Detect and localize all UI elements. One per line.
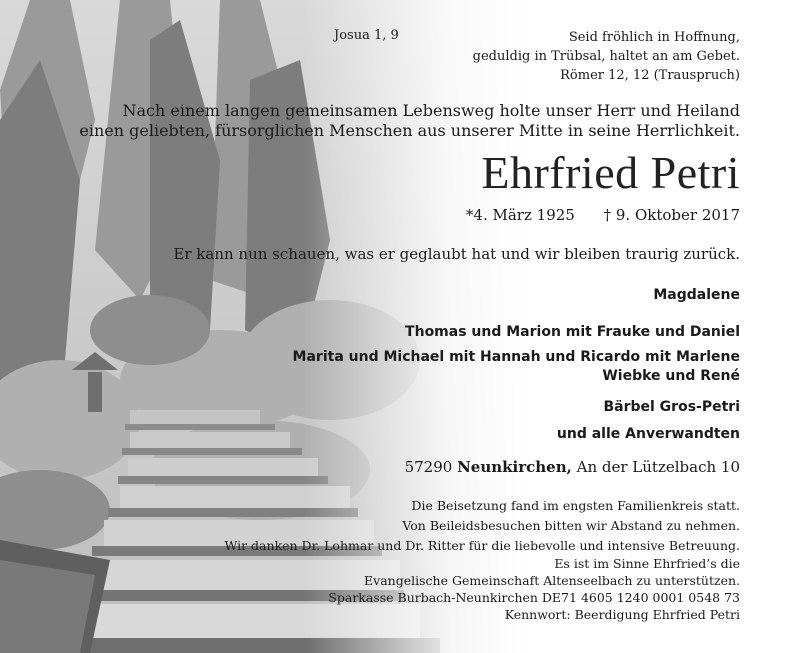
life-dates <box>466 206 740 224</box>
mourning-quote: Er kann nun schauen, was er geglaubt hat und wir bleiben traurig zurück. <box>173 245 740 263</box>
mourner-family: Bärbel Gros-Petri <box>603 399 740 415</box>
intro-text <box>79 101 740 141</box>
note-line: Wir danken Dr. Lohmar und Dr. Ritter für die liebevolle und intensive Betreuung. <box>224 538 740 553</box>
note-line: Die Beisetzung fand im engsten Familienkreis statt. <box>411 498 740 513</box>
address-city: Neunkirchen, <box>457 458 572 476</box>
intro-line: einen geliebten, fürsorglichen Menschen aus unserer Mitte in seine Herrlichkeit. <box>79 121 740 140</box>
donation-line: Es ist im Sinne Ehrfried’s die <box>554 556 740 571</box>
birth-date: *4. März 1925 <box>465 206 575 224</box>
donation-line: Kennwort: Beerdigung Ehrfried Petri <box>504 607 740 622</box>
address-zip: 57290 <box>404 458 453 476</box>
verse-line: geduldig in Trübsal, haltet an am Gebet. <box>472 49 740 64</box>
mourner-others: und alle Anverwandten <box>556 426 740 442</box>
family-address <box>405 458 740 476</box>
donation-line: Evangelische Gemeinschaft Altenseelbach zu unterstützen. <box>364 573 740 588</box>
mourners-list <box>293 286 740 444</box>
wedding-verse <box>473 28 740 85</box>
mourner-spouse: Magdalene <box>653 287 740 303</box>
mourner-family: Marita und Michael mit Hannah und Ricardo mit Marlene <box>292 349 740 365</box>
bible-verse-reference: Josua 1, 9 <box>334 28 399 43</box>
note-line: Von Beileidsbesuchen bitten wir Abstand zu nehmen. <box>402 518 740 533</box>
intro-line: Nach einem langen gemeinsamen Lebensweg holte unser Herr und Heiland <box>122 101 740 120</box>
mourner-family: Wiebke und René <box>602 368 740 384</box>
verse-line: Seid fröhlich in Hoffnung, <box>568 30 740 45</box>
donation-line: Sparkasse Burbach-Neunkirchen DE71 4605 1240 0001 0548 73 <box>328 590 740 605</box>
donation-info <box>328 555 740 623</box>
funeral-notes <box>224 496 740 556</box>
address-street: An der Lützelbach 10 <box>576 458 740 476</box>
deceased-name: Ehrfried Petri <box>481 147 740 198</box>
death-date: † 9. Oktober 2017 <box>603 206 740 224</box>
verse-line: Römer 12, 12 (Trauspruch) <box>560 68 740 83</box>
mourner-family: Thomas und Marion mit Frauke und Daniel <box>405 324 740 340</box>
